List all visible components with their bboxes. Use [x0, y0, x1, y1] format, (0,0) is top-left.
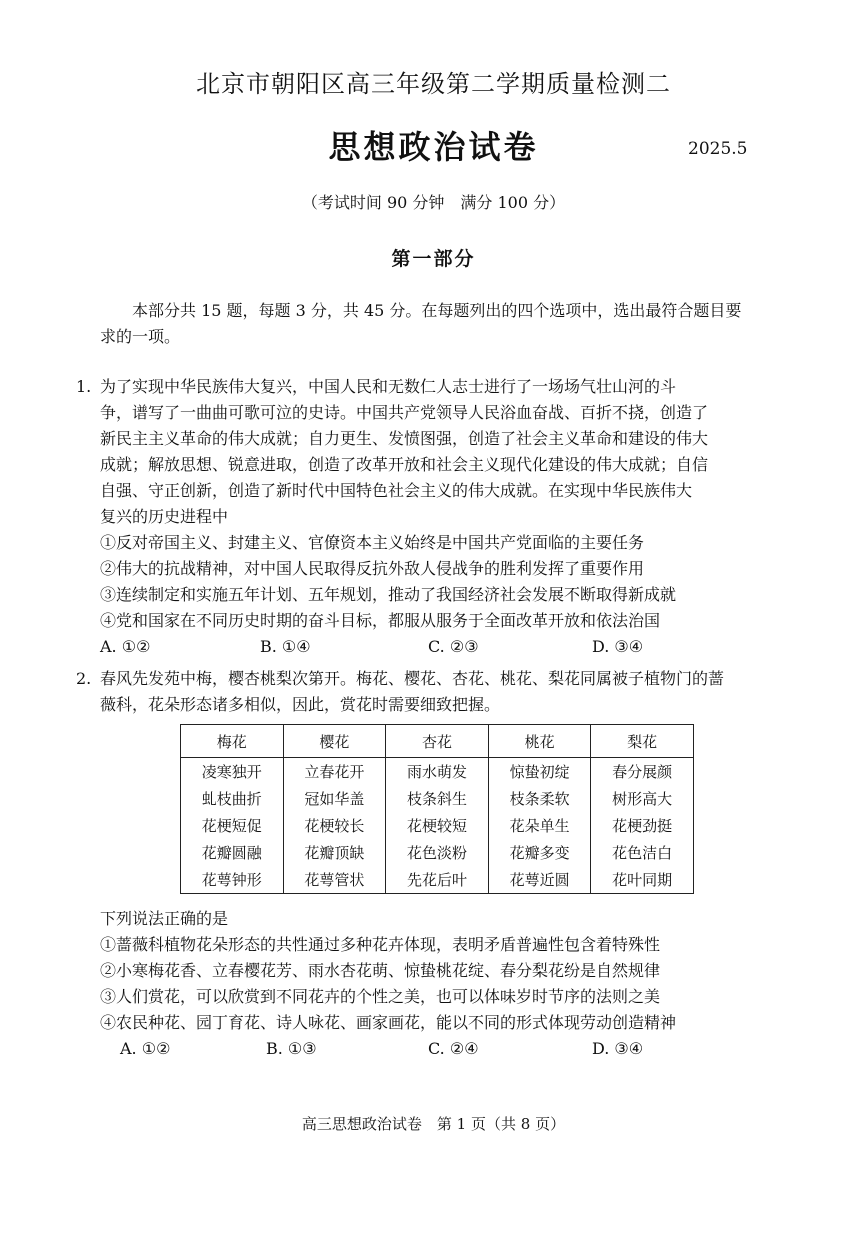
table-header-cell: 樱花 — [283, 725, 386, 758]
table-cell: 花瓣顶缺 — [283, 839, 386, 866]
table-cell: 凌寒独开 — [181, 758, 284, 786]
table-row — [181, 839, 694, 866]
question-2-continued — [100, 906, 760, 1062]
table-cell: 立春花开 — [283, 758, 386, 786]
table-cell: 惊蛰初绽 — [488, 758, 591, 786]
table-cell: 花色洁白 — [591, 839, 694, 866]
page-footer: 高三思想政治试卷 第 1 页（共 8 页） — [301, 1115, 566, 1133]
table-cell: 花萼钟形 — [181, 866, 284, 894]
question-prompt: 下列说法正确的是 — [100, 909, 229, 928]
answer-options — [100, 1036, 760, 1062]
flower-table — [180, 724, 694, 894]
exam-header-title: 北京市朝阳区高三年级第二学期质量检测二 — [196, 70, 671, 98]
statement: ④党和国家在不同历史时期的奋斗目标，都服从服务于全面改革开放和依法治国 — [100, 611, 661, 630]
table-row — [181, 866, 694, 894]
statement: ②小寒梅花香、立春樱花芳、雨水杏花萌、惊蛰桃花绽、春分梨花纷是自然规律 — [100, 961, 661, 980]
section-title: 第一部分 — [391, 248, 476, 270]
option-a[interactable]: A. ①② — [120, 1039, 171, 1058]
table-cell: 花瓣多变 — [488, 839, 591, 866]
table-cell: 树形高大 — [591, 785, 694, 812]
statement: ④农民种花、园丁育花、诗人咏花、画家画花，能以不同的形式体现劳动创造精神 — [100, 1013, 677, 1032]
question-stem-line: 成就；解放思想、锐意进取，创造了改革开放和社会主义现代化建设的伟大成就；自信 — [100, 455, 709, 474]
table-cell: 花朵单生 — [488, 812, 591, 839]
exam-info: （考试时间 90 分钟 满分 100 分） — [301, 193, 566, 212]
question-stem-line: 春风先发苑中梅，樱杏桃梨次第开。梅花、樱花、杏花、桃花、梨花同属被子植物门的蔷 — [100, 669, 725, 688]
answer-options — [100, 634, 760, 660]
statement: ③连续制定和实施五年计划、五年规划，推动了我国经济社会发展不断取得新成就 — [100, 585, 677, 604]
table-cell: 花梗较短 — [386, 812, 489, 839]
option-b[interactable]: B. ①③ — [266, 1039, 317, 1058]
table-cell: 枝条斜生 — [386, 785, 489, 812]
option-d[interactable]: D. ③④ — [592, 637, 644, 656]
statement: ③人们赏花，可以欣赏到不同花卉的个性之美，也可以体味岁时节序的法则之美 — [100, 987, 661, 1006]
section-instructions — [100, 298, 750, 350]
table-header-cell: 梨花 — [591, 725, 694, 758]
table-cell: 枝条柔软 — [488, 785, 591, 812]
table-row — [181, 758, 694, 786]
page-title: 思想政治试卷 — [328, 128, 539, 166]
table-cell: 先花后叶 — [386, 866, 489, 894]
option-a[interactable]: A. ①② — [100, 637, 151, 656]
table-cell: 花瓣圆融 — [181, 839, 284, 866]
table-cell: 花叶同期 — [591, 866, 694, 894]
table-row — [181, 785, 694, 812]
statement: ②伟大的抗战精神，对中国人民取得反抗外敌人侵战争的胜利发挥了重要作用 — [100, 559, 645, 578]
table-cell: 雨水萌发 — [386, 758, 489, 786]
question-number: 1. — [76, 377, 92, 396]
table-cell: 花萼管状 — [283, 866, 386, 894]
question-2 — [76, 666, 760, 718]
question-stem-line: 为了实现中华民族伟大复兴，中国人民和无数仁人志士进行了一场场气壮山河的斗 — [100, 377, 677, 396]
table-header-cell: 梅花 — [181, 725, 284, 758]
statement: ①反对帝国主义、封建主义、官僚资本主义始终是中国共产党面临的主要任务 — [100, 533, 645, 552]
table-cell: 花色淡粉 — [386, 839, 489, 866]
table-cell: 花梗劲挺 — [591, 812, 694, 839]
question-stem-line: 新民主主义革命的伟大成就；自力更生、发愤图强，创造了社会主义革命和建设的伟大 — [100, 429, 709, 448]
table-cell: 花梗短促 — [181, 812, 284, 839]
exam-date: 2025.5 — [688, 139, 748, 159]
table-cell: 冠如华盖 — [283, 785, 386, 812]
table-header-row — [181, 725, 694, 758]
question-stem-line: 争，谱写了一曲曲可歌可泣的史诗。中国共产党领导人民浴血奋战、百折不挠，创造了 — [100, 403, 709, 422]
option-c[interactable]: C. ②③ — [428, 637, 479, 656]
question-1 — [76, 374, 760, 660]
table-row — [181, 812, 694, 839]
table-cell: 春分展颜 — [591, 758, 694, 786]
table-cell: 花萼近圆 — [488, 866, 591, 894]
table-cell: 虬枝曲折 — [181, 785, 284, 812]
option-c[interactable]: C. ②④ — [428, 1039, 479, 1058]
table-cell: 花梗较长 — [283, 812, 386, 839]
statement: ①蔷薇科植物花朵形态的共性通过多种花卉体现，表明矛盾普遍性包含着特殊性 — [100, 935, 661, 954]
table-header-cell: 桃花 — [488, 725, 591, 758]
option-d[interactable]: D. ③④ — [592, 1039, 644, 1058]
question-number: 2. — [76, 669, 92, 688]
question-stem-line: 薇科，花朵形态诸多相似，因此，赏花时需要细致把握。 — [100, 695, 501, 714]
instructions-line: 求的一项。 — [100, 327, 181, 346]
question-stem-line: 自强、守正创新，创造了新时代中国特色社会主义的伟大成就。在实现中华民族伟大 — [100, 481, 693, 500]
instructions-line: 本部分共 15 题，每题 3 分，共 45 分。在每题列出的四个选项中，选出最符合题目要 — [132, 301, 742, 320]
table-header-cell: 杏花 — [386, 725, 489, 758]
question-stem-line: 复兴的历史进程中 — [100, 507, 229, 526]
option-b[interactable]: B. ①④ — [260, 637, 311, 656]
